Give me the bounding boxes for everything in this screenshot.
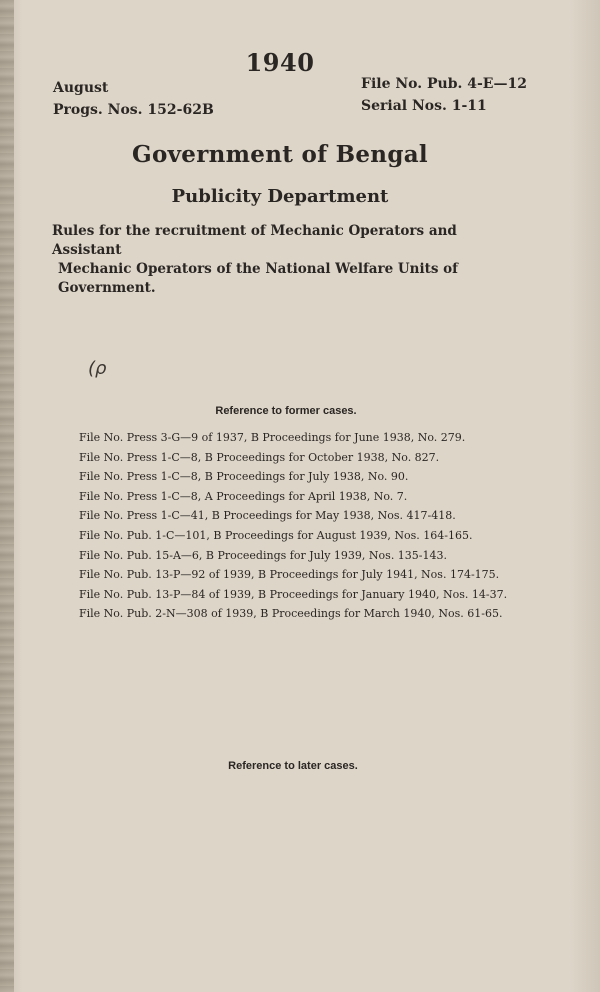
- file-number: File No. Pub. 4-E—12: [361, 76, 527, 92]
- file-info: [361, 76, 527, 120]
- rules-subject: [52, 222, 522, 298]
- government-title: Government of Bengal: [132, 141, 428, 168]
- progs-numbers: Progs. Nos. 152-62B: [53, 102, 214, 118]
- handwritten-mark: (ρ: [88, 358, 107, 379]
- list-item: File No. Press 1-C—41, B Proceedings for May 1938, Nos. 417-418.: [79, 509, 456, 523]
- former-cases-heading: Reference to former cases.: [215, 405, 357, 417]
- list-item: File No. Press 3-G—9 of 1937, B Proceedings for June 1938, No. 279.: [79, 431, 466, 444]
- list-item: File No. Pub. 13-P—92 of 1939, B Proceedings for July 1941, Nos. 174-175.: [79, 568, 500, 582]
- list-item: File No. Pub. 2-N—308 of 1939, B Proceedings for March 1940, Nos. 61-65.: [79, 607, 503, 621]
- document-year: 1940: [245, 48, 315, 77]
- former-cases-list: [79, 428, 594, 624]
- list-item: File No. Pub. 15-A—6, B Proceedings for July 1939, Nos. 135-143.: [79, 548, 448, 562]
- rules-line-2: Mechanic Operators of the National Welfare Units of Government.: [58, 261, 458, 296]
- department-title: Publicity Department: [171, 186, 389, 207]
- serial-numbers: Serial Nos. 1-11: [361, 98, 487, 114]
- list-item: File No. Press 1-C—8, B Proceedings for October 1938, No. 827.: [79, 450, 440, 464]
- list-item: File No. Pub. 13-P—84 of 1939, B Proceedings for January 1940, Nos. 14-37.: [79, 587, 508, 601]
- month-label: August: [53, 80, 109, 96]
- list-item: File No. Press 1-C—8, A Proceedings for April 1938, No. 7.: [79, 489, 408, 503]
- list-item: File No. Pub. 1-C—101, B Proceedings for August 1939, Nos. 164-165.: [79, 528, 473, 542]
- rules-line-1: Rules for the recruitment of Mechanic Operators and Assistant: [52, 223, 457, 258]
- later-cases-heading: Reference to later cases.: [228, 760, 358, 772]
- proceedings-info: [53, 80, 214, 124]
- list-item: File No. Press 1-C—8, B Proceedings for July 1938, No. 90.: [79, 470, 409, 484]
